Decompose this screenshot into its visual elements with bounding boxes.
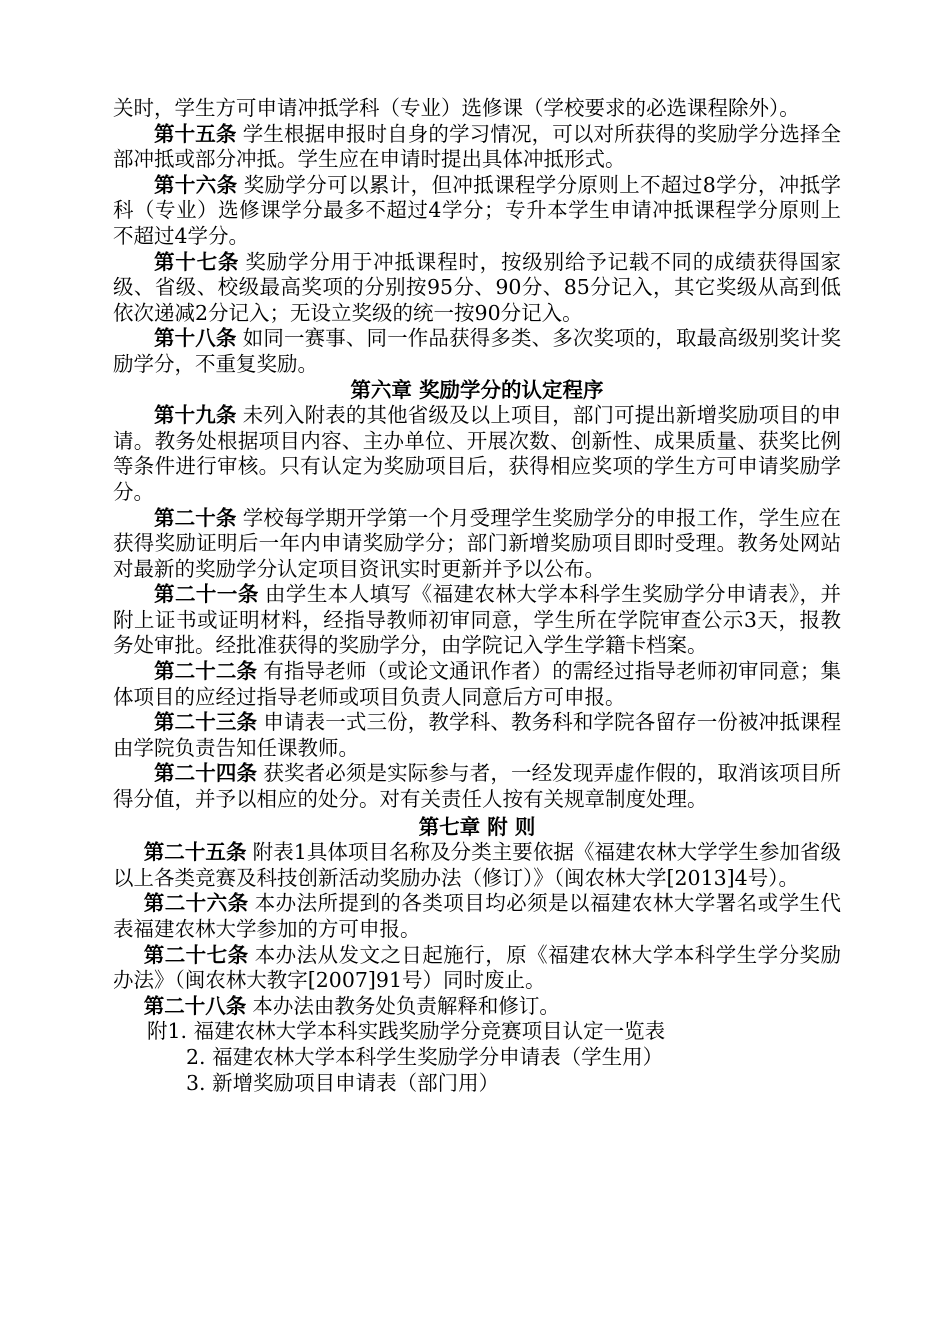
continuation-paragraph — [113, 96, 841, 122]
article-label: 第十五条 — [154, 121, 237, 146]
article-label: 第二十三条 — [154, 710, 258, 735]
article-label: 第十八条 — [154, 326, 237, 351]
chapter-7-heading: 第七章 附 则 — [418, 814, 536, 839]
article-27 — [113, 943, 841, 994]
article-26 — [113, 891, 841, 942]
article-label: 第二十二条 — [154, 659, 258, 684]
article-21 — [113, 582, 841, 659]
article-24 — [113, 761, 841, 812]
article-text: 获奖者必须是实际参与者，一经发现弄虚作假的，取消该项目所得分值，并予以相应的处分。对有关责任人按有关规章制度处理。 — [113, 761, 842, 812]
attachment-2: 2. 福建农林大学本科学生奖励学分申请表（学生用） — [186, 1044, 664, 1069]
article-label: 第十六条 — [154, 172, 238, 197]
article-text: 如同一赛事、同一作品获得多类、多次奖项的，取最高级别奖计奖励学分，不重复奖励。 — [113, 326, 842, 376]
article-text: 本办法由教务处负责解释和修订。 — [252, 993, 560, 1018]
article-text: 未列入附表的其他省级及以上项目，部门可提出新增奖励项目的申请。教务处根据项目内容、主办单位、开展次数、创新性、成果质量、获奖比例等条件进行审核。只有认定为奖励项目后，获得相应奖项的学生方可申请奖励学分。 — [113, 403, 842, 504]
article-15 — [113, 122, 841, 173]
article-label: 第二十五条 — [143, 840, 247, 865]
article-label: 第二十一条 — [154, 582, 259, 607]
article-text: 附表1具体项目名称及分类主要依据《福建农林大学学生参加省级以上各类竞赛及科技创新活动奖励办法（修订）》（闽农林大学[2013]4号）。 — [113, 840, 842, 890]
article-label: 第十九条 — [154, 403, 237, 428]
article-label: 第二十四条 — [154, 761, 258, 786]
article-23 — [113, 710, 841, 761]
article-text: 学校每学期开学第一个月受理学生奖励学分的申报工作，学生应在获得奖励证明后一年内申请奖励学分；部门新增奖励项目即时受理。教务处网站对最新的奖励学分认定项目资讯实时更新并予以公布。 — [113, 505, 842, 581]
chapter-6-heading: 第六章 奖励学分的认定程序 — [350, 377, 604, 402]
article-label: 第二十七条 — [143, 942, 249, 967]
article-19 — [113, 403, 841, 505]
article-25 — [113, 840, 841, 891]
article-label: 第二十条 — [154, 505, 237, 530]
article-label: 第二十八条 — [143, 993, 247, 1018]
article-20 — [113, 506, 841, 583]
article-text: 学生根据申报时自身的学习情况，可以对所获得的奖励学分选择全部冲抵或部分冲抵。学生应在申请时提出具体冲抵形式。 — [113, 121, 842, 172]
article-text: 奖励学分用于冲抵课程时，按级别给予记载不同的成绩获得国家级、省级、校级最高奖项的分别按95分、90分、85分记入，其它奖级从高到低依次递减2分记入；无设立奖级的统一按90分记入。 — [113, 249, 842, 325]
article-text: 本办法从发文之日起施行，原《福建农林大学本科学生学分奖励办法》（闽农林大教字[2007]91号）同时废止。 — [113, 942, 842, 993]
document-page — [113, 96, 841, 1096]
article-label: 第十七条 — [154, 249, 240, 274]
article-label: 第二十六条 — [143, 891, 249, 916]
article-18 — [113, 326, 841, 377]
article-16 — [113, 173, 841, 250]
article-text: 本办法所提到的各类项目均必须是以福建农林大学署名或学生代表福建农林大学参加的方可申报。 — [113, 891, 842, 941]
article-17 — [113, 250, 841, 327]
attachment-3: 3. 新增奖励项目申请表（部门用） — [186, 1070, 500, 1095]
article-28 — [113, 994, 841, 1020]
article-text: 申请表一式三份，教学科、教务科和学院各留存一份被冲抵课程由学院负责告知任课教师。 — [113, 710, 842, 760]
attachment-1: 附1. 福建农林大学本科实践奖励学分竞赛项目认定一览表 — [147, 1019, 666, 1044]
article-text: 有指导老师（或论文通讯作者）的需经过指导老师初审同意；集体项目的应经过指导老师或项目负责人同意后方可申报。 — [113, 659, 842, 709]
paragraph-text: 关时，学生方可申请冲抵学科（专业）选修课（学校要求的必选课程除外）。 — [113, 96, 800, 120]
article-text: 由学生本人填写《福建农林大学本科学生奖励学分申请表》，并附上证书或证明材料，经指导教师初审同意，学生所在学院审查公示3天，报教务处审批。经批准获得的奖励学分，由学院记入学生学籍卡档案。 — [113, 582, 842, 658]
article-22 — [113, 659, 841, 710]
article-text: 奖励学分可以累计，但冲抵课程学分原则上不超过8学分，冲抵学科（专业）选修课学分最多不超过4学分；专升本学生申请冲抵课程学分原则上不超过4学分。 — [113, 172, 842, 248]
